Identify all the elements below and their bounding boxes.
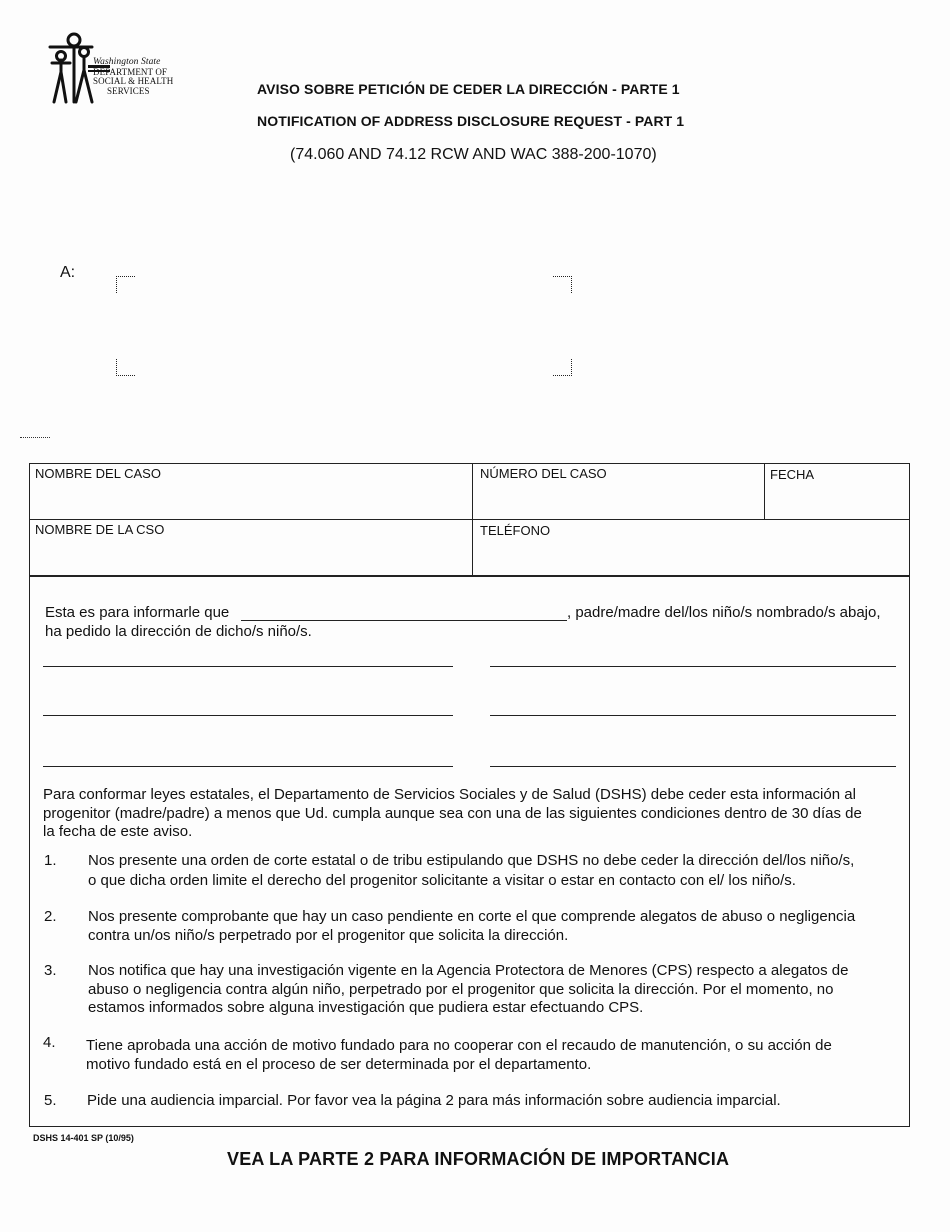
see-part-2-notice: VEA LA PARTE 2 PARA INFORMACIÓN DE IMPORTANCIA [227,1149,730,1169]
address-corner-bottom-right [553,359,572,376]
cso-name-field[interactable]: NOMBRE DE LA CSO [35,522,165,537]
logo-line-2: DEPARTMENT OF [93,66,168,77]
column-divider-2 [764,463,765,519]
condition-5-line-1: Pide una audiencia imparcial. Por favor vea la página 2 para más información sobre audiencia imparcial. [87,1092,781,1109]
legal-citation: (74.060 AND 74.12 RCW AND WAC 388-200-1070) [290,146,657,163]
address-corner-top-left [116,276,135,293]
child-name-blank[interactable] [43,666,453,667]
column-divider-1 [472,463,473,575]
condition-4-line-1: Tiene aprobada una acción de motivo fundado para no cooperar con el recaudo de manutención, o su acción de [86,1037,832,1054]
intro-text-start: Esta es para informarle que [45,604,230,621]
case-number-field[interactable]: NÚMERO DEL CASO [480,466,607,481]
intro-text-line-2: ha pedido la dirección de dicho/s niño/s. [45,623,312,640]
condition-2-number: 2. [44,908,57,925]
condition-3-line-2: abuso o negligencia contra algún niño, perpetrado por el progenitor que solicita la dirección. Por el momento, no [88,981,834,998]
condition-3-number: 3. [44,962,57,979]
logo-text [93,58,173,96]
condition-2-line-2: contra un/os niño/s perpetrado por el progenitor que solicita la dirección. [88,927,569,944]
logo-line-1: Washington State [93,57,161,67]
address-label: A: [60,264,76,281]
logo-line-3: SOCIAL & HEALTH [93,76,174,86]
title-english: NOTIFICATION OF ADDRESS DISCLOSURE REQUEST - PART 1 [257,113,685,129]
condition-1-line-2: o que dicha orden limite el derecho del progenitor solicitante a visitar o estar en contacto con el/ los niño/s. [88,872,796,889]
law-text-line-3: la fecha de este aviso. [43,823,193,840]
row-divider-1 [29,519,910,520]
condition-1-number: 1. [44,852,57,869]
condition-4-number: 4. [43,1034,56,1051]
row-divider-2 [29,575,910,577]
address-corner-bottom-left [116,359,135,376]
parent-name-blank[interactable] [241,620,567,621]
law-text-line-2: progenitor (madre/padre) a menos que Ud. cumpla aunque sea con una de las siguientes condiciones dentro de 30 días de [43,805,862,822]
condition-3-line-1: Nos notifica que hay una investigación vigente en la Agencia Protectora de Menores (CPS) respecto a alegatos de [88,962,849,979]
intro-text-end: , padre/madre del/los niño/s nombrado/s abajo, [567,604,881,621]
fold-mark [20,437,50,438]
condition-2-line-1: Nos presente comprobante que hay un caso pendiente en corte el que comprende alegatos de abuso o negligencia [88,908,856,925]
child-name-blank[interactable] [490,715,896,716]
child-name-blank[interactable] [490,666,896,667]
child-name-blank[interactable] [43,715,453,716]
date-field[interactable]: FECHA [770,467,815,482]
case-name-field[interactable]: NOMBRE DEL CASO [35,466,161,481]
form-code: DSHS 14-401 SP (10/95) [33,1133,134,1143]
phone-field[interactable]: TELÉFONO [480,523,551,538]
law-text-line-1: Para conformar leyes estatales, el Departamento de Servicios Sociales y de Salud (DSHS) debe ceder esta información al [43,786,856,803]
condition-1-line-1: Nos presente una orden de corte estatal o de tribu estipulando que DSHS no debe ceder la dirección del/los niño/s, [88,852,855,869]
condition-5-number: 5. [44,1092,57,1109]
address-corner-top-right [553,276,572,293]
child-name-blank[interactable] [43,766,453,767]
child-name-blank[interactable] [490,766,896,767]
condition-4-line-2: motivo fundado está en el proceso de ser determinada por el departamento. [86,1056,592,1073]
logo-line-4: SERVICES [107,85,150,96]
condition-3-line-3: estamos informados sobre alguna investigación que pudiera estar efectuando CPS. [88,999,644,1016]
title-spanish: AVISO SOBRE PETICIÓN DE CEDER LA DIRECCIÓN - PARTE 1 [257,81,680,97]
